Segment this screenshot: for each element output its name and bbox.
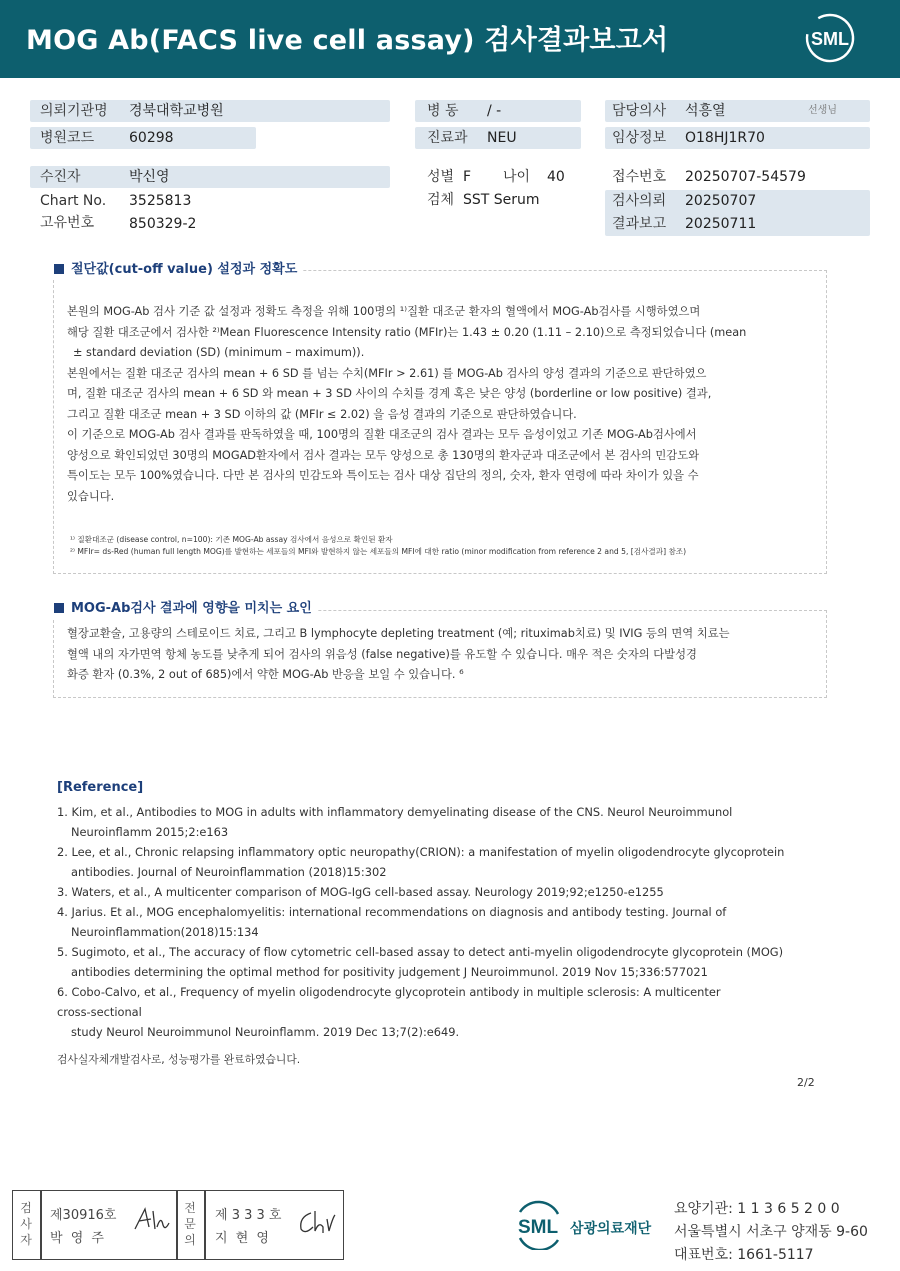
sml-footer-logo-icon xyxy=(508,1200,568,1250)
dept-value: NEU xyxy=(487,130,517,146)
doctor-value: 석흥열 xyxy=(685,103,726,119)
specimen-label: 검체 xyxy=(427,192,455,208)
dept-label: 진료과 xyxy=(427,130,468,146)
clinical-value: O18HJ1R70 xyxy=(685,130,765,146)
receipt-label: 접수번호 xyxy=(612,169,667,185)
age-label: 나이 xyxy=(503,169,531,185)
unique-label: 고유번호 xyxy=(40,215,95,231)
section-bullet-icon xyxy=(54,264,64,274)
specialist-number: 제 3 3 3 호 xyxy=(215,1208,282,1223)
validation-note: 검사실자체개발검사로, 성능평가를 완료하였습니다. xyxy=(57,1053,301,1066)
receipt-value: 20250707-54579 xyxy=(685,169,806,185)
svg-text:SML: SML xyxy=(517,1217,559,1238)
report-value: 20250711 xyxy=(685,216,757,232)
address: 서울특별시 서초구 양재동 9-60 xyxy=(674,1224,868,1240)
foundation-name: 삼광의료재단 xyxy=(570,1221,652,1237)
patient-name: 박신영 xyxy=(129,169,170,185)
report-label: 결과보고 xyxy=(612,216,667,232)
examiner-signature-icon xyxy=(131,1205,173,1235)
examiner-name: 박 영 주 xyxy=(50,1231,106,1246)
sex-value: F xyxy=(463,169,472,185)
svg-text:SML: SML xyxy=(811,29,849,49)
examiner-label: 검 사 자 xyxy=(20,1201,32,1247)
request-value: 20250707 xyxy=(685,193,757,209)
ward-label: 병 동 xyxy=(427,103,459,119)
reference-item: 1. Kim, et al., Antibodies to MOG in adults with inflammatory demyelinating disease of the CNS. Neurol Neuroimmunol Neuroinflamm 2015;2:e163 xyxy=(57,805,733,839)
cutoff-footnotes: ¹⁾ 질환대조군 (disease control, n=100): 기존 MOG-Ab assay 검사에서 음성으로 확인된 환자 ²⁾ MFIr= ds-Red (human full length MOG)를 발현하는 세포들의 MFI와 발현하지 않는 세포들의 MFI에 대한 ratio (minor modification from reference 2 and 5, [검사결과] 참조) xyxy=(70,535,687,556)
factors-paragraph: 혈장교환술, 고용량의 스테로이드 치료, 그리고 B lymphocyte depleting treatment (예; rituximab치료) 및 IVIG 등의 면역 치료는 혈액 내의 자가면역 항체 농도를 낮추게 되어 검사의 위음성 (false negative)를 유도할 수 있습니다. 매우 적은 숫자의 다발성경 화증 환자 (0.3%, 2 out of 685)에서 약한 MOG-Ab 반응을 보일 수 있습니다. ⁶ xyxy=(67,627,730,681)
specialist-name: 지 현 영 xyxy=(215,1231,271,1246)
section-bullet-icon xyxy=(54,603,64,613)
cutoff-paragraph: 본원의 MOG-Ab 검사 기준 값 설정과 정확도 측정을 위해 100명의 ¹⁾질환 대조군 환자의 혈액에서 MOG-Ab검사를 시행하였으며 해당 질환 대조군에서 검사한 ²⁾Mean Fluorescence Intensity ratio (MFIr)는 1.43 ± 0.20 (1.11 – 2.10)으로 측정되었습니다 (mean ± standard deviation (SD) (minimum – maximum)). 본원에서는 질환 대조군 검사의 mean + 6 SD 를 넘는 수치(MFIr > 2.61) 를 MOG-Ab 검사의 양성 결과의 기준으로 판단하였으 며, 질환 대조군 검사의 mean + 6 SD 와 mean + 3 SD 사이의 수치를 경계 혹은 낮은 양성 (borderline or low positive) 결과, 그리고 질환 대조군 mean + 3 SD 이하의 값 (MFIr ≤ 2.02) 을 음성 결과의 기준으로 판단하였습니다. 이 기준으로 MOG-Ab 검사 결과를 판독하였을 때, 100명의 질환 대조군의 검사 결과는 모두 음성이었고 기존 MOG-Ab검사에서 양성으로 확인되었던 30명의 MOGAD환자에서 검사 결과는 모두 양성으로 총 130명의 환자군과 대조군에서 본 검사의 민감도와 특이도는 모두 100%였습니다. 다만 본 검사의 민감도와 특이도는 검사 대상 집단의 정의, 숫자, 환자 연령에 따라 차이가 있을 수 있습니다. xyxy=(67,305,747,503)
request-label: 검사의뢰 xyxy=(612,193,667,209)
hospital-code-value: 60298 xyxy=(129,130,174,146)
institution-label: 의뢰기관명 xyxy=(40,103,108,119)
specimen-value: SST Serum xyxy=(463,192,540,208)
institution-number: 요양기관: 1 1 3 6 5 2 0 0 xyxy=(674,1201,840,1217)
specialist-signature-icon xyxy=(295,1207,337,1237)
reference-item: 2. Lee, et al., Chronic relapsing inflammatory optic neuropathy(CRION): a manifestation of myelin oligodendrocyte glycoprotein antibodies. Journal of Neuroinflammation (2018)15:302 xyxy=(57,845,785,879)
doctor-suffix: 선생님 xyxy=(808,105,837,116)
sml-logo-icon xyxy=(804,12,856,64)
phone-number: 대표번호: 1661-5117 xyxy=(674,1247,814,1263)
reference-item: 4. Jarius. Et al., MOG encephalomyelitis: international recommendations on diagnosis and antibody testing. Journal of Neuroinflammation(2018)15:134 xyxy=(57,905,727,939)
specialist-label: 전 문 의 xyxy=(184,1201,196,1247)
examiner-number: 제30916호 xyxy=(50,1208,117,1223)
reference-item: 6. Cobo-Calvo, et al., Frequency of myelin oligodendrocyte glycoprotein antibody in multiple sclerosis: A multicenter cross-sectional study Neurol Neuroimmunol Neuroinflamm. 2019 Dec 13;7(2):e649. xyxy=(57,985,721,1039)
cutoff-section-title: 절단값(cut-off value) 설정과 정확도 xyxy=(48,261,303,279)
patient-label: 수진자 xyxy=(40,169,81,185)
age-value: 40 xyxy=(547,169,565,185)
reference-list xyxy=(57,802,837,1042)
report-title: MOG Ab(FACS live cell assay) 검사결과보고서 xyxy=(26,25,669,56)
clinical-label: 임상정보 xyxy=(612,130,667,146)
report-header xyxy=(0,0,900,78)
reference-title: [Reference] xyxy=(57,780,144,795)
reference-item: 3. Waters, et al., A multicenter comparison of MOG-IgG cell-based assay. Neurology 2019;92;e1250-e1255 xyxy=(57,885,664,899)
ward-value: / - xyxy=(487,103,502,119)
signature-box xyxy=(12,1190,344,1260)
sex-label: 성별 xyxy=(427,169,455,185)
reference-item: 5. Sugimoto, et al., The accuracy of flow cytometric cell-based assay to detect anti-myelin oligodendrocyte glycoprotein (MOG) antibodies determining the optimal method for positivity judgement J Neuroimmunol. 2019 Nov 15;336:577021 xyxy=(57,945,784,979)
institution-value: 경북대학교병원 xyxy=(129,103,224,119)
chart-value: 3525813 xyxy=(129,193,192,209)
factors-section-title: MOG-Ab검사 결과에 영향을 미치는 요인 xyxy=(48,600,318,618)
unique-value: 850329-2 xyxy=(129,216,197,232)
chart-label: Chart No. xyxy=(40,193,107,209)
hospital-code-label: 병원코드 xyxy=(40,130,95,146)
doctor-label: 담당의사 xyxy=(612,103,667,119)
page-number: 2/2 xyxy=(797,1076,815,1089)
